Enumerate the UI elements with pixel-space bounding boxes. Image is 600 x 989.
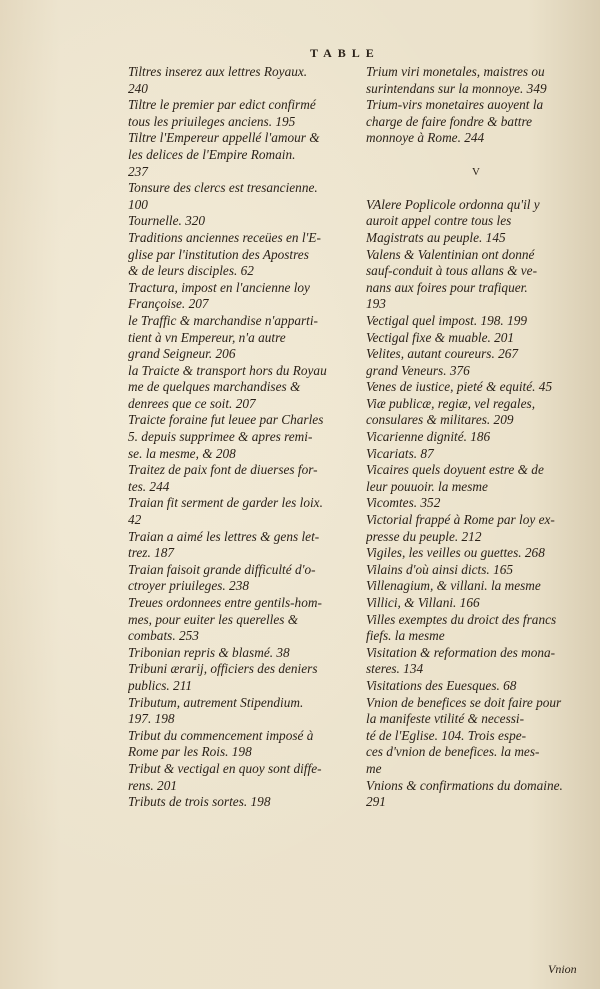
index-line: Tiltre l'Empereur appellé l'amour & [128,130,320,146]
index-line: charge de faire fondre & battre [366,113,533,129]
index-line: 197. 198 [128,711,175,727]
index-line [366,147,586,164]
index-line: la manifeste vtilité & necessi- [366,711,525,727]
index-line: denrees que ce soit. 207 [128,395,256,411]
index-line: Vilains d'où ainsi dicts. 165 [366,561,514,577]
index-line: se. la mesme, & 208 [128,445,236,461]
index-line: Villenagium, & villani. la mesme [366,578,541,594]
index-line: 100 [128,196,148,212]
index-line: Victorial frappé à Rome par loy ex- [366,512,555,528]
index-line: steres. 134 [366,661,424,677]
index-line: Vicaires quels doyuent estre & de [366,462,544,478]
index-line: les delices de l'Empire Romain. [128,146,296,162]
index-line: Magistrats au peuple. 145 [366,229,506,245]
index-line: le Traffic & marchandise n'apparti- [128,312,318,328]
index-line: Trium-virs monetaires auoyent la [366,97,544,113]
index-line: Treues ordonnees entre gentils-hom- [128,595,322,610]
index-line: Tribuni ærarij, officiers des deniers [128,661,318,677]
index-line: tous les priuileges anciens. 195 [128,113,296,129]
index-line: 42 [128,512,142,528]
index-line: grand Seigneur. 206 [128,346,236,362]
index-line: Visitation & reformation des mona- [366,644,556,660]
index-line: consulares & militares. 209 [366,412,514,428]
index-line: glise par l'institution des Apostres [128,246,309,262]
index-line: té de l'Eglise. 104. Trois espe- [366,727,527,743]
index-line: Traian fit serment de garder les loix. [128,495,323,511]
index-line: VAlere Poplicole ordonna qu'il y [366,196,540,212]
index-line: Tournelle. 320 [128,213,206,229]
index-line: publics. 211 [128,677,193,693]
index-line: Tiltre le premier par edict confirmé [128,97,316,113]
index-line: auroit appel contre tous les [366,213,512,229]
index-line: rens. 201 [128,777,177,793]
index-line: trez. 187 [128,545,175,561]
index-line: ces d'vnion de benefices. la mes- [366,744,540,760]
index-line: nans aux foires pour trafiquer. [366,279,528,295]
index-line: 5. depuis supprimee & apres remi- [128,429,313,445]
index-line: Tractura, impost en l'ancienne loy [128,279,310,295]
index-line: Vnions & confirmations du domaine. [366,777,563,793]
index-line: Tribonian repris & blasmé. 38 [128,644,290,660]
index-line: surintendans sur la monnoye. 349 [366,80,547,96]
index-line: Vectigal quel impost. 198. 199 [366,312,528,328]
index-line: Vicariats. 87 [366,445,434,461]
left-index-column [128,64,355,811]
index-line: Traditions anciennes receües en l'E- [128,229,321,245]
index-line: Tribut du commencement imposé à [128,727,314,743]
index-line: Traian faisoit grande difficulté d'o- [128,561,316,577]
index-line: Vigiles, les veilles ou guettes. 268 [366,545,545,561]
index-line: Velites, autant coureurs. 267 [366,346,519,362]
catchword: Vnion [548,962,577,976]
index-line: Trium viri monetales, maistres ou [366,64,545,79]
index-line: Rome par les Rois. 198 [128,744,252,760]
index-line: Traicte foraine fut leuee par Charles [128,412,324,428]
index-line: Visitations des Euesques. 68 [366,677,517,693]
index-line: la Traicte & transport hors du Royau [128,362,327,378]
index-line: Venes de iustice, pieté & equité. 45 [366,379,553,395]
index-line: Traitez de paix font de diuerses for- [128,462,318,478]
index-line: me de quelques marchandises & [128,379,301,395]
index-line: Vicomtes. 352 [366,495,441,511]
index-line: Françoise. 207 [128,296,209,312]
index-line: sauf-conduit à tous allans & ve- [366,263,537,279]
index-line: Tonsure des clercs est tresancienne. [128,180,318,196]
index-line: me [366,760,382,776]
index-line: Tributs de trois sortes. 198 [128,794,271,810]
index-line: Villes exemptes du droict des francs [366,611,557,627]
index-line: presse du peuple. 212 [366,528,482,544]
index-line: Tribut & vectigal en quoy sont diffe- [128,760,322,776]
index-line: Villici, & Villani. 166 [366,595,480,610]
index-line: tes. 244 [128,478,170,494]
index-line: mes, pour euiter les querelles & [128,611,299,627]
index-line: tient à vn Empereur, n'a autre [128,329,286,345]
index-line: 291 [366,794,386,810]
index-line: fiefs. la mesme [366,628,445,644]
index-line: Traian a aimé les lettres & gens let- [128,528,320,544]
index-line: Viæ publicæ, regiæ, vel regales, [366,395,536,411]
index-line: V [472,165,480,178]
index-line: Valens & Valentinian ont donné [366,246,535,262]
index-line: 240 [128,80,148,96]
index-line: Tiltres inserez aux lettres Royaux. [128,64,308,79]
index-line: Vicarienne dignité. 186 [366,429,491,445]
index-line: monnoye à Rome. 244 [366,130,485,146]
index-line: combats. 253 [128,628,199,644]
index-line: ctroyer priuileges. 238 [128,578,250,594]
index-line: Vectigal fixe & muable. 201 [366,329,515,345]
index-line: grand Veneurs. 376 [366,362,470,378]
index-line: Tributum, autrement Stipendium. [128,694,304,710]
running-title: TABLE [310,46,380,60]
index-line [366,180,586,197]
index-line: Vnion de benefices se doit faire pour [366,694,562,710]
index-line: leur pouuoir. la mesme [366,478,488,494]
right-index-column [366,64,586,811]
index-line: & de leurs disciples. 62 [128,263,254,279]
index-line: 193 [366,296,386,312]
index-line: 237 [128,163,148,179]
